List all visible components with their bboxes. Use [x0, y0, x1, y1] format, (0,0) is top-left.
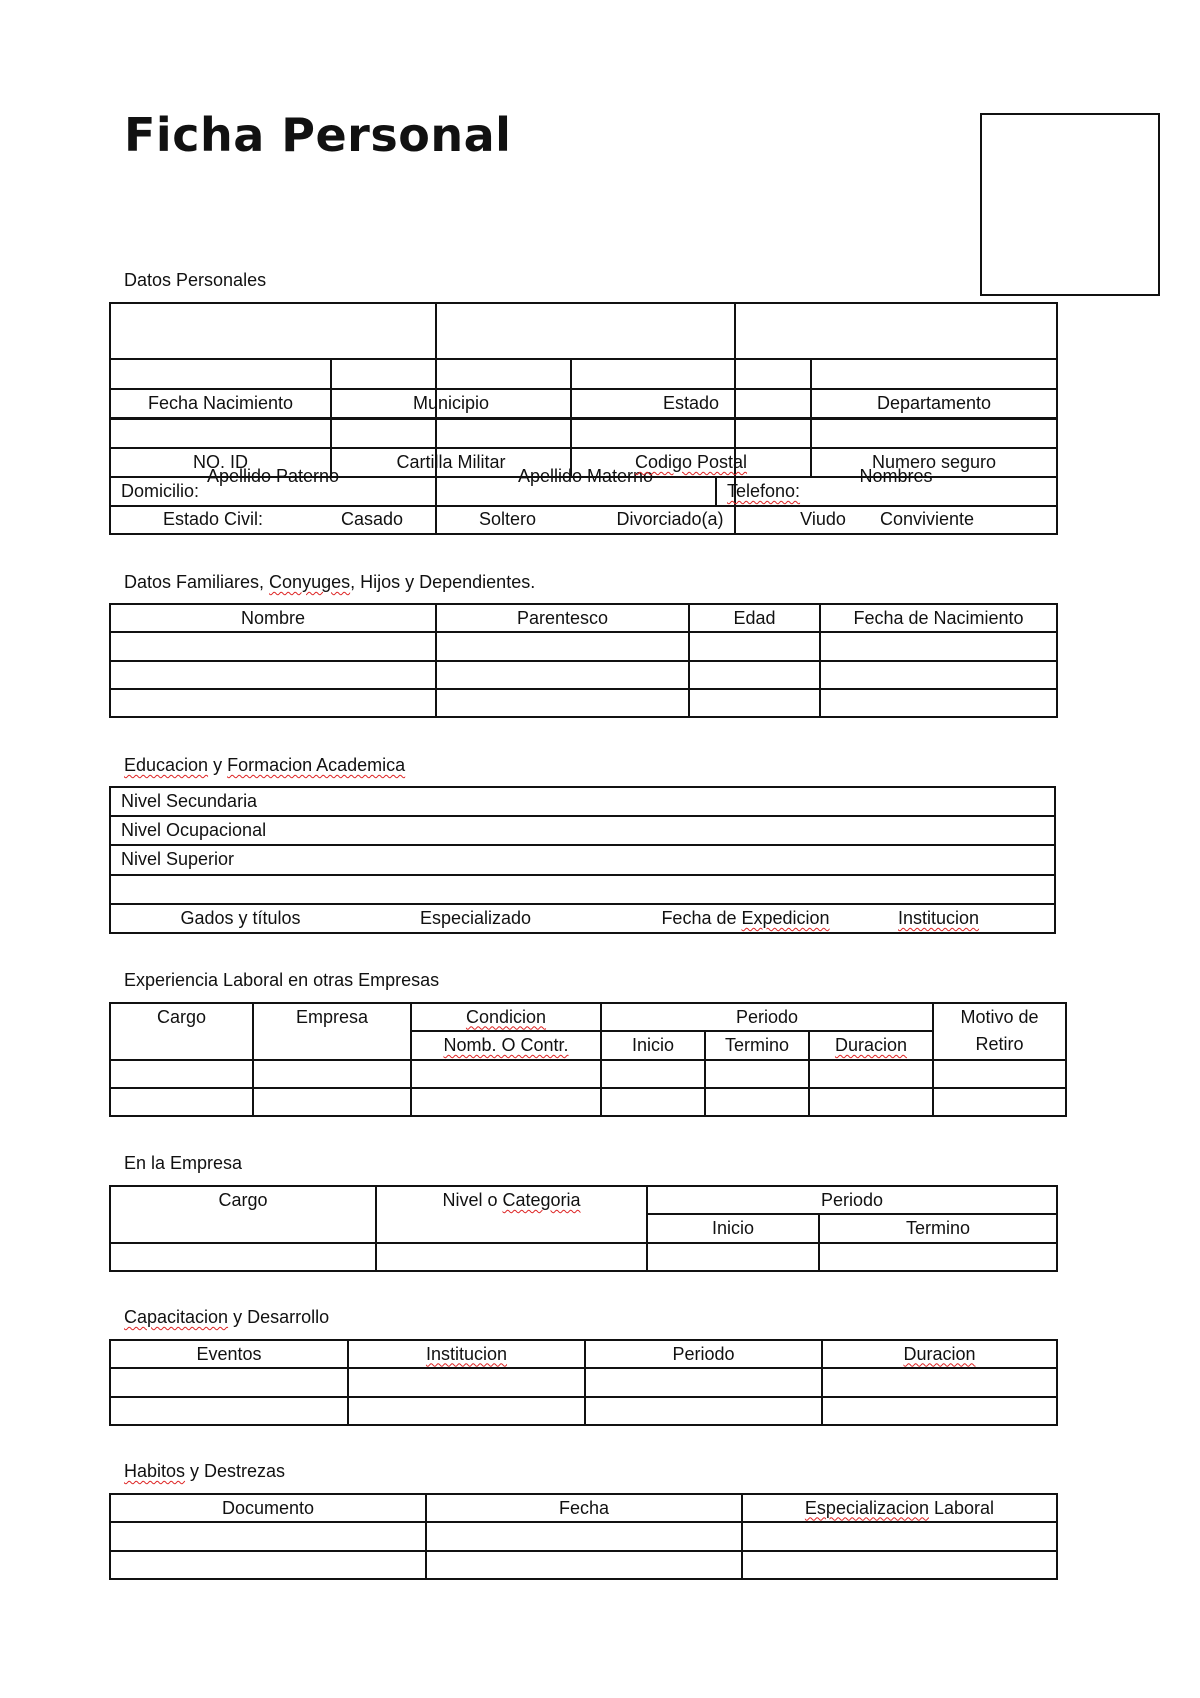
- grados-row: [110, 904, 1055, 933]
- estado-civil-option-conviviente[interactable]: Conviviente: [880, 509, 975, 530]
- page-title: Ficha Personal: [124, 108, 512, 162]
- apellido-materno-label: Apellido Materno: [436, 419, 735, 535]
- table-cell[interactable]: [689, 661, 820, 689]
- municipio-label: Municipio: [331, 389, 571, 419]
- familiares-heading-part-1: Datos Familiares,: [124, 572, 270, 592]
- nivel-superior-field[interactable]: [110, 845, 1055, 874]
- datos-personales-grid-2: [109, 358, 1056, 478]
- table-cell[interactable]: [110, 1368, 348, 1396]
- en-la-empresa-table: [109, 1185, 1056, 1272]
- duracion-text: Duracion: [834, 1034, 908, 1055]
- section-heading-educacion: Educacion y Formacion Academica: [124, 755, 406, 775]
- section-heading-habitos: Habitos y Destrezas: [124, 1461, 286, 1481]
- table-row: [110, 1397, 1057, 1425]
- table-cell[interactable]: [411, 1088, 601, 1116]
- nivel-secundaria-label: Nivel Secundaria: [121, 791, 258, 812]
- table-row: [110, 1060, 1066, 1088]
- table-cell[interactable]: [933, 1060, 1066, 1088]
- condicion-text: Condicion: [465, 1006, 547, 1027]
- table-cell[interactable]: [601, 1060, 705, 1088]
- nivel-ocupacional-label: Nivel Ocupacional: [121, 820, 267, 841]
- estado-civil-label: Estado Civil:: [162, 509, 264, 530]
- cartilla-militar-field[interactable]: [331, 418, 571, 448]
- table-cell[interactable]: [348, 1397, 585, 1425]
- table-cell[interactable]: [822, 1397, 1057, 1425]
- table-cell[interactable]: [819, 1243, 1057, 1271]
- cartilla-militar-label: Cartilla Militar: [331, 448, 571, 478]
- domicilio-label: Domicilio:: [121, 480, 200, 501]
- exp-col-inicio: Inicio: [601, 1031, 705, 1059]
- empresa-col-termino: Termino: [819, 1214, 1057, 1242]
- fecha-nacimiento-label: Fecha Nacimiento: [110, 389, 331, 419]
- table-cell[interactable]: [253, 1088, 411, 1116]
- habitos-heading-part-1: Habitos: [124, 1461, 186, 1481]
- estado-label: Estado: [571, 389, 811, 419]
- nivel-superior-label: Nivel Superior: [121, 849, 235, 870]
- table-cell[interactable]: [742, 1522, 1057, 1550]
- table-cell[interactable]: [933, 1088, 1066, 1116]
- exp-col-motivo-2: Retiro: [933, 1031, 1066, 1059]
- table-row: [110, 689, 1057, 717]
- table-row: [110, 1088, 1066, 1116]
- table-cell[interactable]: [110, 1397, 348, 1425]
- exp-col-termino: Termino: [705, 1031, 809, 1059]
- estado-civil-option-viudo[interactable]: Viudo: [800, 509, 846, 530]
- nivel-secundaria-field[interactable]: [110, 787, 1055, 816]
- table-cell[interactable]: [110, 1522, 426, 1550]
- table-cell[interactable]: [705, 1088, 809, 1116]
- familiares-col-parentesco: Parentesco: [436, 604, 689, 632]
- table-cell[interactable]: [822, 1368, 1057, 1396]
- estado-field[interactable]: [571, 359, 811, 389]
- exp-col-empresa: Empresa: [253, 1003, 411, 1060]
- domicilio-field[interactable]: [110, 477, 716, 506]
- cap-col-periodo: Periodo: [585, 1340, 822, 1368]
- photo-box[interactable]: [980, 113, 1160, 296]
- domicilio-estado-civil: [109, 476, 1056, 535]
- fecha-nacimiento-field[interactable]: [110, 359, 331, 389]
- table-cell[interactable]: [110, 1243, 376, 1271]
- cap-institucion-text: Institucion: [425, 1343, 508, 1364]
- codigo-postal-field[interactable]: [571, 418, 811, 448]
- table-cell[interactable]: [820, 632, 1057, 660]
- exp-col-duracion: [809, 1031, 933, 1059]
- table-cell[interactable]: [110, 689, 436, 717]
- educacion-heading-part-1: Educacion: [124, 755, 209, 775]
- cap-col-institucion: [348, 1340, 585, 1368]
- table-cell[interactable]: [253, 1060, 411, 1088]
- cap-duracion-text: Duracion: [903, 1343, 976, 1364]
- expedicion-text: Expedicion: [741, 907, 830, 928]
- habitos-table: [109, 1493, 1056, 1580]
- municipio-field[interactable]: [331, 359, 571, 389]
- experiencia-table: [109, 1002, 1065, 1117]
- capacitacion-heading-part-1: Capacitacion: [124, 1307, 229, 1327]
- exp-col-motivo-1: Motivo de: [933, 1003, 1066, 1031]
- section-heading-familiares: [124, 572, 535, 593]
- estado-civil-row: [110, 506, 1057, 535]
- table-row: [110, 1551, 1057, 1579]
- table-cell[interactable]: [809, 1088, 933, 1116]
- table-cell[interactable]: [376, 1243, 647, 1271]
- cap-col-duracion: [822, 1340, 1057, 1368]
- departamento-field[interactable]: [811, 359, 1057, 389]
- exp-col-nomb-contr: [411, 1031, 601, 1059]
- table-row: [110, 632, 1057, 660]
- no-id-label: NO. ID: [110, 448, 331, 478]
- empresa-col-cargo: Cargo: [110, 1186, 376, 1243]
- table-cell[interactable]: [689, 632, 820, 660]
- departamento-label: Departamento: [811, 389, 1057, 419]
- codigo-postal-label: [571, 448, 811, 478]
- educacion-blank-row[interactable]: [110, 875, 1055, 904]
- table-cell[interactable]: [742, 1551, 1057, 1579]
- institucion-label: Institucion: [898, 907, 980, 928]
- table-row: [110, 661, 1057, 689]
- estado-civil-option-divorciado[interactable]: Divorciado(a): [616, 509, 724, 530]
- table-cell[interactable]: [110, 632, 436, 660]
- table-cell[interactable]: [411, 1060, 601, 1088]
- table-cell[interactable]: [436, 661, 689, 689]
- table-cell[interactable]: [110, 1551, 426, 1579]
- estado-civil-option-soltero[interactable]: Soltero: [478, 509, 537, 530]
- table-cell[interactable]: [110, 661, 436, 689]
- table-row: [110, 1368, 1057, 1396]
- exp-col-periodo: Periodo: [601, 1003, 933, 1031]
- table-cell[interactable]: [436, 689, 689, 717]
- table-cell[interactable]: [820, 661, 1057, 689]
- hab-col-especializacion: Especializacion Laboral: [742, 1494, 1057, 1522]
- section-heading-experiencia: Experiencia Laboral en otras Empresas: [124, 970, 440, 990]
- table-cell[interactable]: [809, 1060, 933, 1088]
- codigo-postal-text: Codigo Postal: [634, 451, 748, 472]
- educacion-heading-part-2: Formacion Academica: [227, 755, 406, 775]
- table-cell[interactable]: [348, 1368, 585, 1396]
- section-heading-en-la-empresa: En la Empresa: [124, 1153, 243, 1173]
- familiares-heading-part-2: Conyuges: [269, 572, 351, 592]
- table-cell[interactable]: [426, 1522, 742, 1550]
- nivel-ocupacional-field[interactable]: [110, 816, 1055, 845]
- nombres-label: Nombres: [735, 419, 1057, 535]
- table-cell[interactable]: [436, 632, 689, 660]
- table-cell[interactable]: [585, 1368, 822, 1396]
- section-heading-datos-personales: Datos Personales: [124, 270, 267, 290]
- hab-col-documento: Documento: [110, 1494, 426, 1522]
- empresa-col-nivel: Nivel o Categoria: [376, 1186, 647, 1243]
- empresa-col-inicio: Inicio: [647, 1214, 819, 1242]
- especializado-label: Especializado: [419, 907, 532, 928]
- capacitacion-table: [109, 1339, 1056, 1426]
- section-heading-capacitacion: Capacitacion y Desarrollo: [124, 1307, 330, 1327]
- table-cell[interactable]: [585, 1397, 822, 1425]
- no-id-field[interactable]: [110, 418, 331, 448]
- numero-seguro-field[interactable]: [811, 418, 1057, 448]
- telefono-field[interactable]: [716, 477, 1057, 506]
- table-cell[interactable]: [426, 1551, 742, 1579]
- fecha-expedicion-label: Fecha de Expedicion: [661, 907, 830, 928]
- telefono-label: Telefono:: [727, 480, 801, 501]
- table-cell[interactable]: [689, 689, 820, 717]
- table-cell[interactable]: [820, 689, 1057, 717]
- table-row: [110, 1243, 1057, 1271]
- table-cell[interactable]: [110, 1060, 253, 1088]
- exp-col-condicion: [411, 1003, 601, 1031]
- apellido-paterno-label: Apellido Paterno: [110, 419, 436, 535]
- estado-civil-option-casado[interactable]: Casado: [340, 509, 404, 530]
- especializacion-text: Especializacion: [804, 1497, 929, 1518]
- categoria-text: Categoria: [502, 1190, 581, 1210]
- nomb-contr-text: Nomb. O Contr.: [443, 1034, 569, 1055]
- grados-label: Gados y títulos: [180, 907, 301, 928]
- table-cell[interactable]: [647, 1243, 819, 1271]
- hab-col-fecha: Fecha: [426, 1494, 742, 1522]
- educacion-table: [109, 786, 1056, 934]
- cap-col-eventos: Eventos: [110, 1340, 348, 1368]
- exp-col-cargo: Cargo: [110, 1003, 253, 1060]
- familiares-col-fecha: Fecha de Nacimiento: [820, 604, 1057, 632]
- table-row: [110, 1522, 1057, 1550]
- familiares-table: [109, 603, 1056, 718]
- table-cell[interactable]: [110, 1088, 253, 1116]
- numero-seguro-label: Numero seguro: [811, 448, 1057, 478]
- familiares-col-nombre: Nombre: [110, 604, 436, 632]
- table-cell[interactable]: [705, 1060, 809, 1088]
- familiares-col-edad: Edad: [689, 604, 820, 632]
- empresa-col-periodo: Periodo: [647, 1186, 1057, 1214]
- familiares-heading-part-3: , Hijos y Dependientes.: [350, 572, 536, 592]
- table-cell[interactable]: [601, 1088, 705, 1116]
